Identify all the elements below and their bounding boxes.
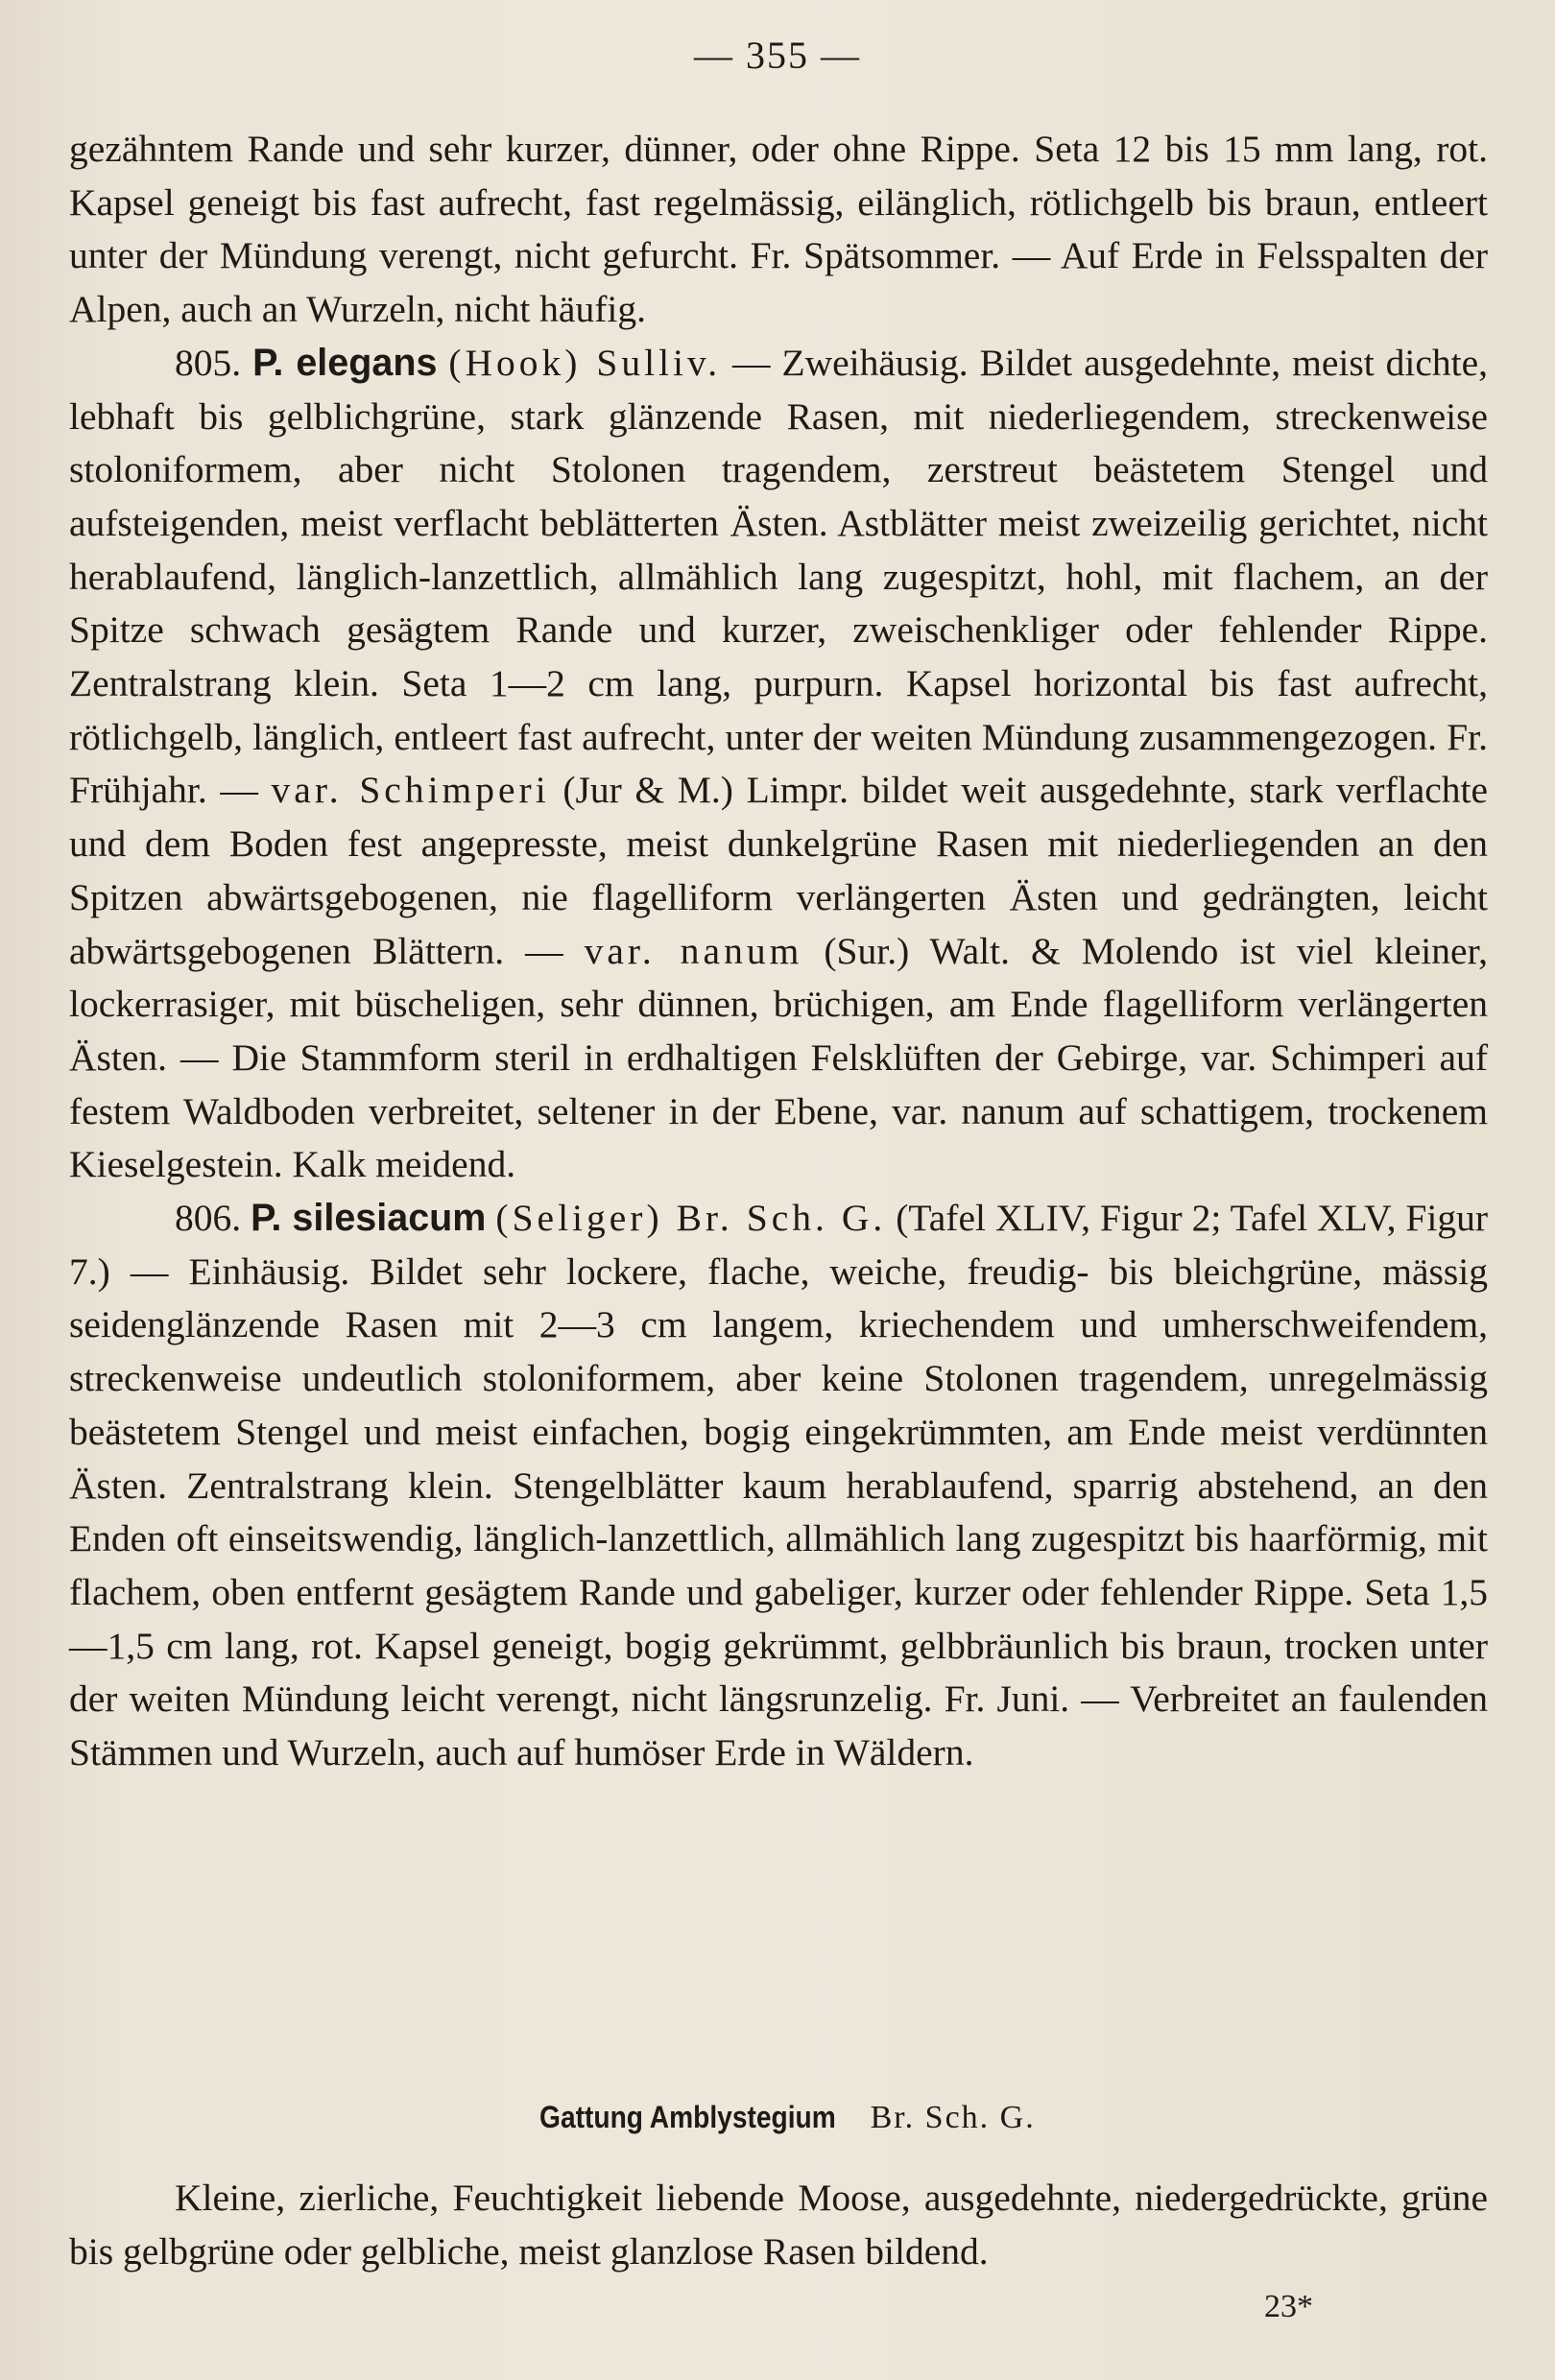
- genus-heading: [0, 2100, 1555, 2136]
- entry-805-text-1: — Zweihäusig. Bildet ausgedehnte, meist dichte, lebhaft bis gelblichgrüne, stark glänzende Rasen, mit niederliegendem, streckenweise stoloniformem, aber nicht Stolonen tragendem, zerstreut beästetem Stengel und aufsteigenden, meist verflacht beblätterten Ästen. Astblätter meist zweizeilig gerichtet, nicht herablaufend, länglich-lanzettlich, allmählich lang zugespitzt, hohl, mit flachem, an der Spitze schwach gesägtem Rande und kurzer, zweischenkliger oder fehlender Rippe. Zentralstrang klein. Seta 1—2 cm lang, purpurn. Kapsel horizontal bis fast aufrecht, rötlichgelb, länglich, entleert fast aufrecht, unter der weiten Mündung zusammengezogen. Fr. Frühjahr. —: [69, 341, 1489, 812]
- paragraph-continuation: gezähntem Rande und sehr kurzer, dünner, oder ohne Rippe. Seta 12 bis 15 mm lang, rot. Kapsel geneigt bis fast aufrecht, fast regelmässig, eilänglich, rötlichgelb bis braun, entleert unter der Mündung verengt, nicht gefurcht. Fr. Spätsommer. — Auf Erde in Felsspalten der Alpen, auch an Wurzeln, nicht häufig.: [69, 128, 1488, 331]
- entry-805-text-2: bildet weit ausgedehnte, stark verflachte und dem Boden fest angepresste, meist dunkelgrüne Rasen mit niederliegenden an den Spitzen abwärtsgebogenen, nie flagelliform verlängerten Ästen und gedrängten, leicht abwärtsgebogenen Blättern. —: [69, 769, 1489, 972]
- genus-heading-author: Br. Sch. G.: [870, 2100, 1036, 2135]
- entry-806-text: (Tafel XLIV, Figur 2; Tafel XLV, Figur 7.) — Einhäusig. Bildet sehr lockere, flache, weiche, freudig- bis bleichgrüne, mässig seidenglänzende Rasen mit 2—3 cm langem, kriechendem und umherschweifendem, streckenweise undeutlich stoloniformem, aber keine Stolonen tragendem, unregelmässig beästetem Stengel und meist einfachen, bogig eingekrümmten, am Ende meist verdünnten Ästen. Zentralstrang klein. Stengelblätter kaum herablaufend, sparrig abstehend, an den Enden oft einseitswendig, länglich-lanzettlich, allmählich lang zugespitzt bis haarförmig, mit flachem, oben entfernt gesägtem Rande und gabeliger, kurzer oder fehlender Rippe. Seta 1,5—1,5 cm lang, rot. Kapsel geneigt, bogig gekrümmt, gelbbräunlich bis braun, trocken unter der weiten Mündung leicht verengt, nicht längsrunzelig. Fr. Juni. — Verbreitet an faulenden Stämmen und Wurzeln, auch auf humöser Erde in Wäldern.: [69, 1197, 1489, 1774]
- entry-805-author: (Hook) Sulliv.: [448, 341, 722, 384]
- entry-805-var-2-author: (Sur.) Walt. & Molendo: [824, 929, 1219, 972]
- genus-heading-label: Gattung Amblystegium: [539, 2100, 837, 2134]
- entry-805-var-2: var. nanum: [584, 929, 803, 972]
- entry-805-text-3: ist viel kleiner, lockerrasiger, mit büscheligen, sehr dünnen, brüchigen, am Ende flagelliform verlängerten Ästen. — Die Stammform steril in erdhaltigen Felsklüften der Gebirge, var. Schimperi auf festem Waldboden verbreitet, seltener in der Ebene, var. nanum auf schattigem, trockenem Kieselgestein. Kalk meidend.: [69, 929, 1489, 1186]
- genus-description: [69, 2171, 1488, 2278]
- entry-805-number: 805.: [175, 341, 242, 384]
- genus-description-text: Kleine, zierliche, Feuchtigkeit liebende Moose, ausgedehnte, niedergedrückte, grüne bis gelbgrüne oder gelbliche, meist glanzlose Rasen bildend.: [69, 2177, 1488, 2273]
- main-text: [69, 123, 1488, 1780]
- entry-805: [69, 337, 1488, 1192]
- page-number: — 355 —: [694, 34, 861, 77]
- entry-805-var-1-author: (Jur & M.) Limpr.: [562, 769, 849, 812]
- entry-806: [69, 1192, 1488, 1780]
- entry-806-author: (Seliger) Br. Sch. G.: [495, 1197, 887, 1240]
- entry-805-name: P. elegans: [252, 341, 438, 384]
- entry-806-name: P. silesiacum: [251, 1197, 487, 1240]
- entry-806-number: 806.: [175, 1197, 242, 1240]
- signature-mark: 23*: [1264, 2289, 1313, 2324]
- entry-805-var-1: var. Schimperi: [271, 769, 550, 812]
